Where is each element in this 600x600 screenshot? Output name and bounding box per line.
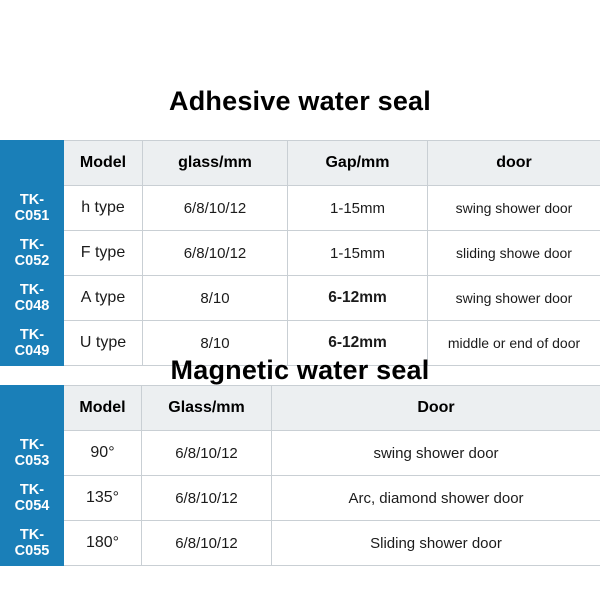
door-type: middle or end of door: [428, 321, 600, 366]
glass-thickness: 8/10: [143, 321, 288, 366]
glass-thickness: 6/8/10/12: [143, 186, 288, 231]
door-type: swing shower door: [428, 276, 600, 321]
header-cell-model: Model: [64, 141, 143, 186]
table-row: [1, 431, 600, 476]
door-type: sliding showe door: [428, 231, 600, 276]
model-code: TK-C055: [1, 521, 64, 566]
glass-thickness: 8/10: [143, 276, 288, 321]
door-type: Arc, diamond shower door: [272, 476, 600, 521]
table-header-row: [1, 141, 600, 186]
model-angle: 90°: [64, 431, 142, 476]
header-cell-blank: [1, 386, 64, 431]
model-code: TK-C051: [1, 186, 64, 231]
model-code: TK-C048: [1, 276, 64, 321]
model-code: TK-C054: [1, 476, 64, 521]
adhesive-water-seal-table: [0, 140, 600, 366]
door-type: swing shower door: [428, 186, 600, 231]
model-code: TK-C049: [1, 321, 64, 366]
glass-thickness: 6/8/10/12: [142, 521, 272, 566]
table-row: [1, 231, 600, 276]
header-cell-glass: Glass/mm: [142, 386, 272, 431]
gap-range: 6-12mm: [288, 276, 428, 321]
model-angle: 180°: [64, 521, 142, 566]
glass-thickness: 6/8/10/12: [142, 476, 272, 521]
model-code: TK-C053: [1, 431, 64, 476]
model-angle: 135°: [64, 476, 142, 521]
header-cell-glass: glass/mm: [143, 141, 288, 186]
table-row: [1, 521, 600, 566]
table-row: [1, 476, 600, 521]
table-header-row: [1, 386, 600, 431]
header-cell-model: Model: [64, 386, 142, 431]
magnetic-section-title: Magnetic water seal: [170, 355, 430, 385]
table-row: [1, 186, 600, 231]
gap-range: 1-15mm: [288, 231, 428, 276]
header-cell-blank: [1, 141, 64, 186]
model-type: A type: [64, 276, 143, 321]
door-type: swing shower door: [272, 431, 600, 476]
magnetic-water-seal-table: [0, 385, 600, 566]
table-row: [1, 276, 600, 321]
model-type: F type: [64, 231, 143, 276]
model-type: h type: [64, 186, 143, 231]
header-cell-door: Door: [272, 386, 600, 431]
door-type: Sliding shower door: [272, 521, 600, 566]
gap-range: 6-12mm: [288, 321, 428, 366]
header-cell-door: door: [428, 141, 600, 186]
adhesive-section-title: Adhesive water seal: [169, 86, 431, 116]
glass-thickness: 6/8/10/12: [143, 231, 288, 276]
model-type: U type: [64, 321, 143, 366]
glass-thickness: 6/8/10/12: [142, 431, 272, 476]
gap-range: 1-15mm: [288, 186, 428, 231]
header-cell-gap: Gap/mm: [288, 141, 428, 186]
model-code: TK-C052: [1, 231, 64, 276]
